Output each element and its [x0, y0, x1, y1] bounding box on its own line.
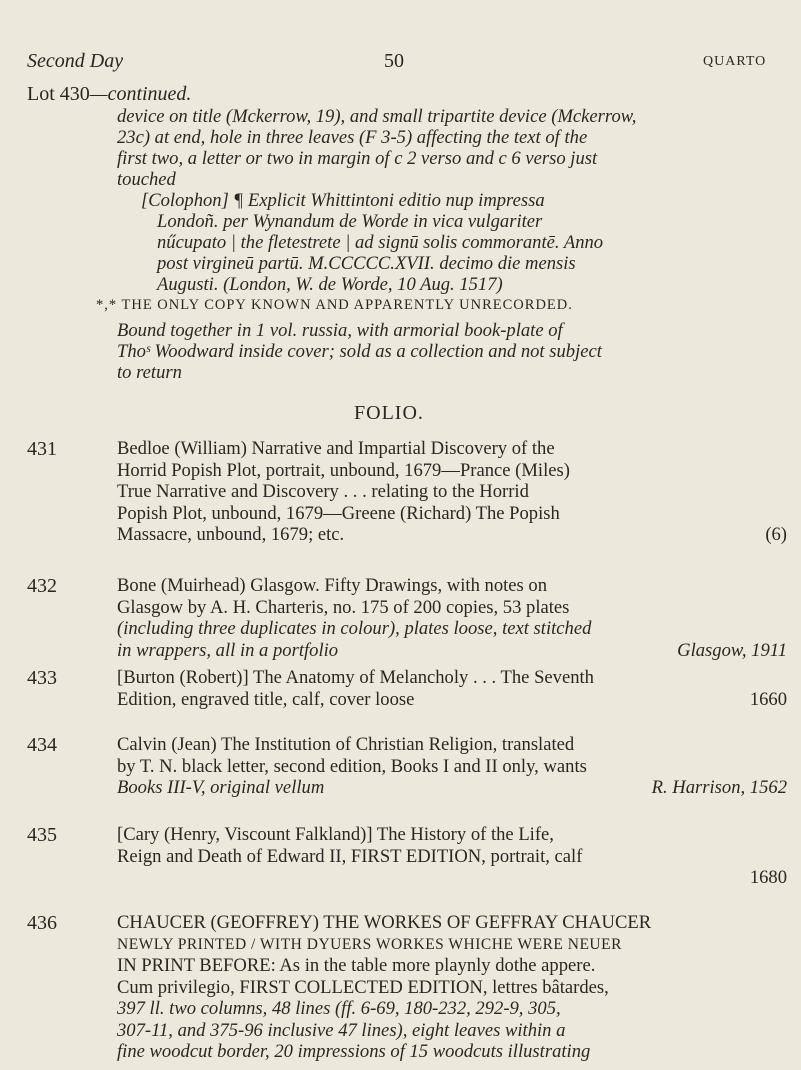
lot-number: 434: [27, 734, 57, 756]
lot-433-line: Edition, engraved title, calf, cover loose: [117, 688, 415, 710]
lot-430-heading: [27, 83, 191, 106]
lot-number: 435: [27, 824, 57, 846]
running-header-right: QUARTO: [703, 54, 767, 69]
colophon-line: nűcupato | the fletestrete | ad signū solis commorantē. Anno: [157, 232, 604, 253]
page-number: 50: [384, 50, 404, 72]
lot-430-line: first two, a letter or two in margin of c 2 verso and c 6 verso just: [117, 148, 598, 169]
lot-number: 433: [27, 667, 57, 689]
lot-434-line: Calvin (Jean) The Institution of Christian Religion, translated: [117, 734, 575, 755]
lot-436-line: NEWLY PRINTED / WITH DYUERS WORKES WHICHE WERE NEUER: [117, 935, 622, 953]
lot-434-line: by T. N. black letter, second edition, Books I and II only, wants: [117, 755, 587, 777]
colophon-line: post virgineū partū. M.CCCCC.XVII. decimo die mensis: [157, 253, 576, 274]
lot-436-line: IN PRINT BEFORE: As in the table more playnly dothe appere.: [117, 955, 596, 976]
lot-431-line: Massacre, unbound, 1679; etc.: [117, 524, 345, 545]
lot-432-line: Bone (Muirhead) Glasgow. Fifty Drawings, with notes on: [117, 575, 548, 596]
lot-433-line: [Burton (Robert)] The Anatomy of Melancholy . . . The Seventh: [117, 667, 594, 688]
lot-432-last-row: [117, 640, 787, 662]
lot-432-line: Glasgow by A. H. Charteris, no. 175 of 200 copies, 53 plates: [117, 596, 570, 618]
lot-number: 431: [27, 438, 57, 460]
lot-number: 432: [27, 575, 57, 597]
binding-line: Bound together in 1 vol. russia, with armorial book-plate of: [117, 320, 563, 341]
lot-430-description: [117, 106, 787, 190]
lot-431-entry: [117, 438, 787, 546]
lot-435-line: [Cary (Henry, Viscount Falkland)] The History of the Life,: [117, 824, 554, 845]
lot-433-last-row: [117, 689, 787, 711]
lot-430-line: touched: [117, 169, 176, 190]
lot-431-line: Bedloe (William) Narrative and Impartial Discovery of the: [117, 438, 555, 459]
lot-431-last-row: [117, 524, 787, 546]
lot-434-tail: R. Harrison, 1562: [651, 777, 787, 798]
lot-433-entry: [117, 667, 787, 710]
lot-430-continued: —continued.: [89, 83, 192, 105]
lot-number: 436: [27, 912, 57, 934]
colophon-line: Londoñ. per Wynandum de Worde in vica vulgariter: [157, 211, 543, 232]
lot-430-binding: [117, 320, 787, 383]
lot-433-tail: 1660: [749, 688, 787, 710]
lot-432-line: in wrappers, all in a portfolio: [117, 639, 339, 661]
lot-430-line: device on title (Mckerrow, 19), and small tripartite device (Mckerrow,: [117, 106, 637, 127]
lot-436-line: CHAUCER (GEOFFREY) THE WORKES OF GEFFRAY CHAUCER: [117, 912, 652, 933]
lot-431-line: Popish Plot, unbound, 1679—Greene (Richard) The Popish: [117, 502, 560, 524]
lot-436-line: 307-11, and 375-96 inclusive 47 lines), eight leaves within a: [117, 1019, 566, 1041]
lot-436-entry: [117, 912, 787, 1063]
lot-431-line: True Narrative and Discovery . . . relating to the Horrid: [117, 481, 529, 502]
lot-430-label: Lot 430: [27, 83, 90, 105]
binding-line: to return: [117, 362, 182, 383]
lot-436-line: Cum privilegio, FIRST COLLECTED EDITION, lettres bâtardes,: [117, 976, 609, 998]
colophon-line: [Colophon] ¶ Explicit Whittintoni editio nup impressa: [141, 190, 545, 211]
section-title: FOLIO.: [354, 402, 424, 424]
lot-432-tail: Glasgow, 1911: [677, 639, 787, 661]
lot-434-line: Books III-V, original vellum: [117, 777, 325, 798]
binding-line: Thoˢ Woodward inside cover; sold as a collection and not subject: [117, 341, 602, 362]
lot-430-line: 23c) at end, hole in three leaves (F 3-5) affecting the text of the: [117, 127, 588, 148]
lot-430-colophon: [117, 190, 787, 295]
lot-435-line: Reign and Death of Edward II, FIRST EDITION, portrait, calf: [117, 845, 583, 867]
lot-435-entry: [117, 824, 787, 889]
running-header-left: Second Day: [27, 50, 124, 72]
lot-432-line: (including three duplicates in colour), plates loose, text stitched: [117, 618, 592, 639]
lot-436-line: fine woodcut border, 20 impressions of 15 woodcuts illustrating: [117, 1041, 591, 1062]
lot-434-last-row: [117, 777, 787, 799]
colophon-line: Augusti. (London, W. de Worde, 10 Aug. 1517): [157, 274, 503, 295]
lot-430-note: *,* THE ONLY COPY KNOWN AND APPARENTLY UNRECORDED.: [96, 297, 573, 313]
lot-431-line: Horrid Popish Plot, portrait, unbound, 1679—Prance (Miles): [117, 459, 570, 481]
lot-436-line: 397 ll. two columns, 48 lines (ff. 6-69, 180-232, 292-9, 305,: [117, 998, 561, 1019]
lot-435-tail: 1680: [749, 867, 787, 888]
lot-431-tail: (6): [765, 524, 787, 545]
lot-432-entry: [117, 575, 787, 661]
lot-434-entry: [117, 734, 787, 799]
